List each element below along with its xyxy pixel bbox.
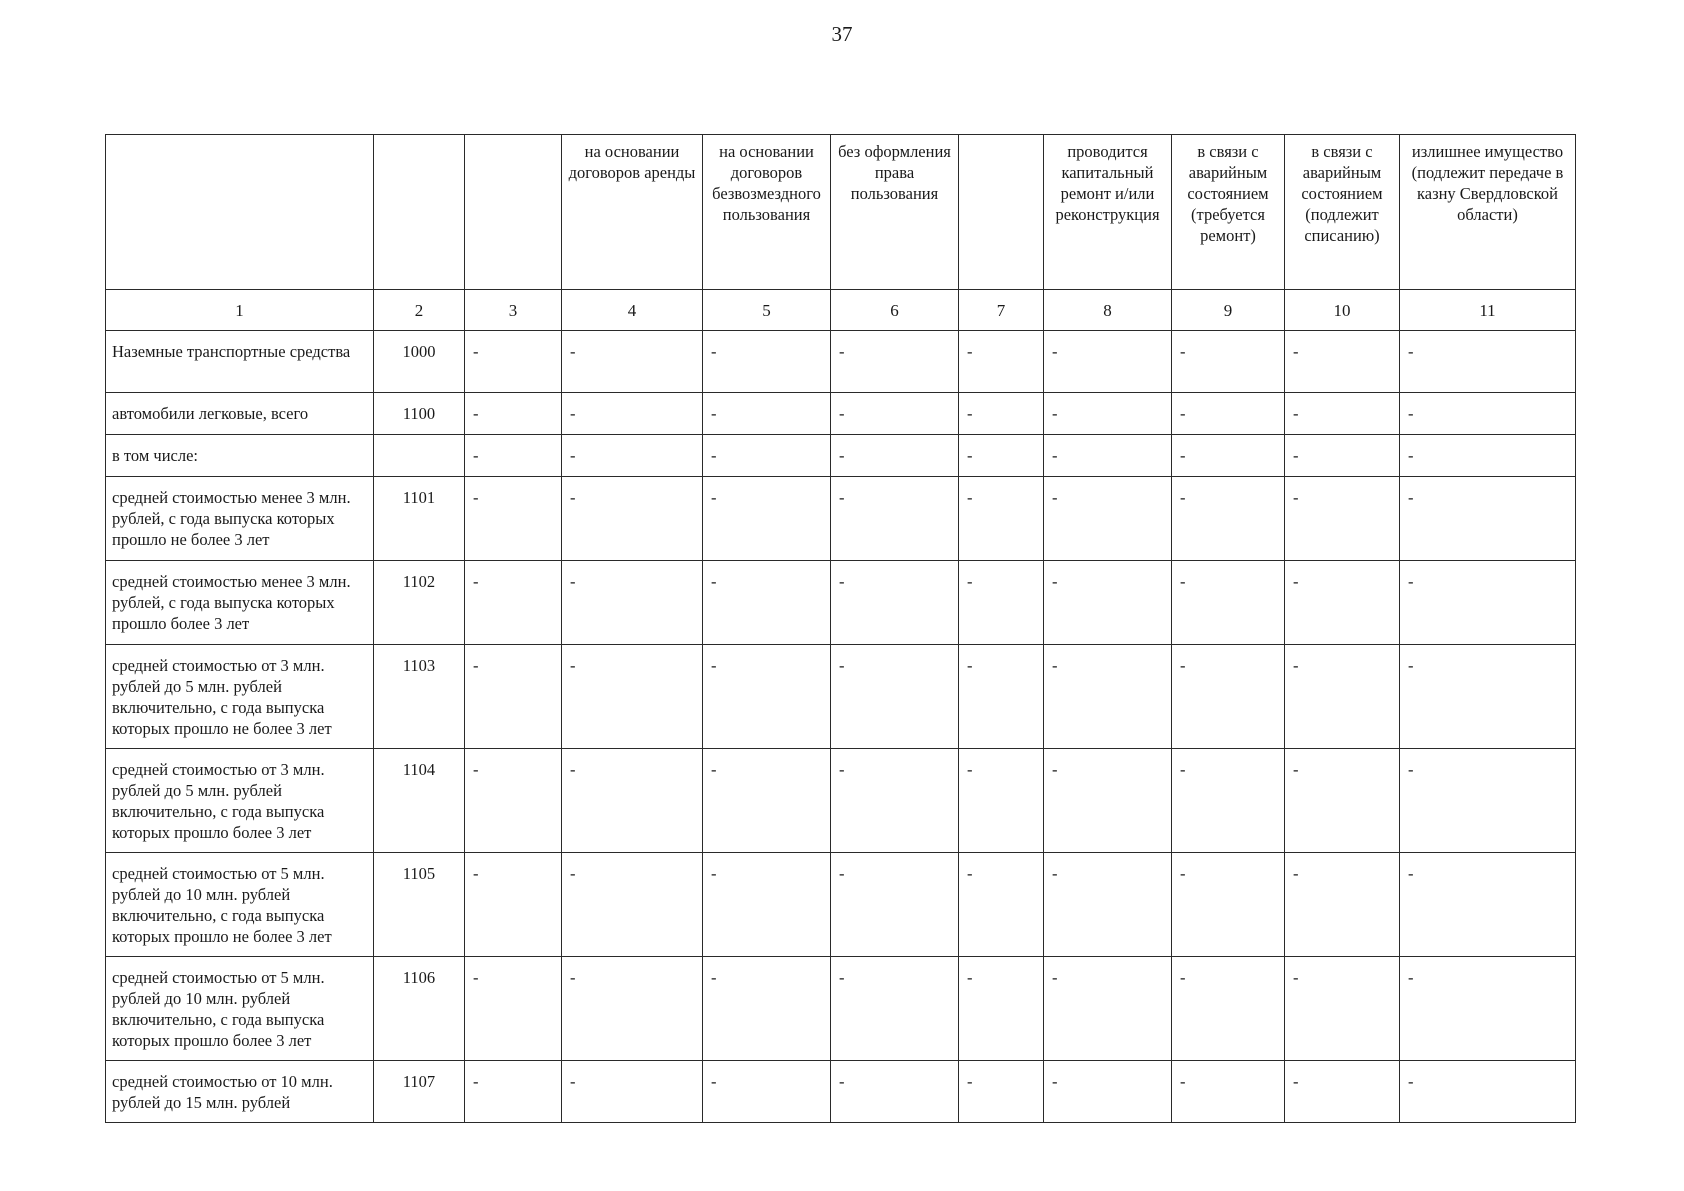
column-number: 7 xyxy=(959,290,1044,331)
column-number: 5 xyxy=(703,290,831,331)
table-row xyxy=(106,645,1576,749)
row-code: 1107 xyxy=(374,1061,465,1123)
cell-value: - xyxy=(703,331,831,393)
cell-value: - xyxy=(1400,957,1576,1061)
column-number: 9 xyxy=(1172,290,1285,331)
table-row xyxy=(106,331,1576,393)
cell-value: - xyxy=(703,645,831,749)
cell-value: - xyxy=(465,749,562,853)
column-number: 1 xyxy=(106,290,374,331)
column-number: 10 xyxy=(1285,290,1400,331)
row-name: средней стоимостью от 3 млн. рублей до 5 млн. рублей включительно, с года выпуска которых прошло не более 3 лет xyxy=(106,645,374,749)
row-name: автомобили легковые, всего xyxy=(106,393,374,435)
table-row xyxy=(106,477,1576,561)
cell-value: - xyxy=(959,435,1044,477)
table-row xyxy=(106,749,1576,853)
cell-value: - xyxy=(1172,477,1285,561)
cell-value: - xyxy=(1044,561,1172,645)
cell-value: - xyxy=(1285,645,1400,749)
cell-value: - xyxy=(831,957,959,1061)
header-cell-5: на основании договоров безвозмездного пользования xyxy=(703,135,831,290)
column-number-row xyxy=(106,290,1576,331)
cell-value: - xyxy=(1172,1061,1285,1123)
table-row xyxy=(106,853,1576,957)
cell-value: - xyxy=(1044,853,1172,957)
row-name: средней стоимостью от 5 млн. рублей до 10 млн. рублей включительно, с года выпуска которых прошло более 3 лет xyxy=(106,957,374,1061)
header-cell-11: излишнее имущество (подлежит передаче в казну Свердловской области) xyxy=(1400,135,1576,290)
cell-value: - xyxy=(562,749,703,853)
header-row xyxy=(106,135,1576,290)
cell-value: - xyxy=(1172,331,1285,393)
row-name: в том числе: xyxy=(106,435,374,477)
column-number: 4 xyxy=(562,290,703,331)
cell-value: - xyxy=(959,645,1044,749)
cell-value: - xyxy=(1044,477,1172,561)
cell-value: - xyxy=(562,393,703,435)
cell-value: - xyxy=(1172,561,1285,645)
cell-value: - xyxy=(465,331,562,393)
row-code: 1106 xyxy=(374,957,465,1061)
cell-value: - xyxy=(1285,561,1400,645)
cell-value: - xyxy=(465,1061,562,1123)
cell-value: - xyxy=(959,331,1044,393)
property-table xyxy=(105,134,1576,1123)
header-cell-3 xyxy=(465,135,562,290)
cell-value: - xyxy=(562,561,703,645)
column-number: 6 xyxy=(831,290,959,331)
cell-value: - xyxy=(703,853,831,957)
cell-value: - xyxy=(1285,393,1400,435)
cell-value: - xyxy=(703,1061,831,1123)
row-name: средней стоимостью от 5 млн. рублей до 10 млн. рублей включительно, с года выпуска которых прошло не более 3 лет xyxy=(106,853,374,957)
row-name: средней стоимостью от 10 млн. рублей до 15 млн. рублей xyxy=(106,1061,374,1123)
cell-value: - xyxy=(1044,331,1172,393)
cell-value: - xyxy=(1172,645,1285,749)
cell-value: - xyxy=(959,477,1044,561)
row-name: средней стоимостью менее 3 млн. рублей, с года выпуска которых прошло более 3 лет xyxy=(106,561,374,645)
cell-value: - xyxy=(1400,1061,1576,1123)
cell-value: - xyxy=(1400,393,1576,435)
cell-value: - xyxy=(703,749,831,853)
cell-value: - xyxy=(465,561,562,645)
cell-value: - xyxy=(562,645,703,749)
cell-value: - xyxy=(831,645,959,749)
cell-value: - xyxy=(703,477,831,561)
cell-value: - xyxy=(1400,435,1576,477)
page-number: 37 xyxy=(831,22,853,46)
cell-value: - xyxy=(1400,477,1576,561)
cell-value: - xyxy=(562,435,703,477)
table-row xyxy=(106,393,1576,435)
cell-value: - xyxy=(959,1061,1044,1123)
row-name: Наземные транспортные средства xyxy=(106,331,374,393)
cell-value: - xyxy=(465,435,562,477)
header-cell-9: в связи с аварийным состоянием (требуется ремонт) xyxy=(1172,135,1285,290)
cell-value: - xyxy=(1172,749,1285,853)
cell-value: - xyxy=(1285,477,1400,561)
cell-value: - xyxy=(959,561,1044,645)
cell-value: - xyxy=(959,957,1044,1061)
row-code: 1100 xyxy=(374,393,465,435)
column-number: 2 xyxy=(374,290,465,331)
cell-value: - xyxy=(1285,853,1400,957)
cell-value: - xyxy=(465,477,562,561)
cell-value: - xyxy=(1172,393,1285,435)
cell-value: - xyxy=(465,957,562,1061)
cell-value: - xyxy=(959,853,1044,957)
table-row xyxy=(106,435,1576,477)
row-name: средней стоимостью от 3 млн. рублей до 5 млн. рублей включительно, с года выпуска которых прошло более 3 лет xyxy=(106,749,374,853)
header-cell-8: проводится капитальный ремонт и/или реконструкция xyxy=(1044,135,1172,290)
header-cell-2 xyxy=(374,135,465,290)
cell-value: - xyxy=(1172,435,1285,477)
row-code: 1104 xyxy=(374,749,465,853)
cell-value: - xyxy=(1400,561,1576,645)
cell-value: - xyxy=(1044,1061,1172,1123)
cell-value: - xyxy=(1044,435,1172,477)
row-name: средней стоимостью менее 3 млн. рублей, с года выпуска которых прошло не более 3 лет xyxy=(106,477,374,561)
cell-value: - xyxy=(831,435,959,477)
cell-value: - xyxy=(959,749,1044,853)
cell-value: - xyxy=(1400,749,1576,853)
cell-value: - xyxy=(1285,435,1400,477)
header-cell-10: в связи с аварийным состоянием (подлежит списанию) xyxy=(1285,135,1400,290)
cell-value: - xyxy=(465,645,562,749)
header-cell-4: на основании договоров аренды xyxy=(562,135,703,290)
cell-value: - xyxy=(1285,957,1400,1061)
cell-value: - xyxy=(1172,957,1285,1061)
cell-value: - xyxy=(562,957,703,1061)
cell-value: - xyxy=(1400,853,1576,957)
row-code: 1105 xyxy=(374,853,465,957)
cell-value: - xyxy=(1400,645,1576,749)
header-cell-7 xyxy=(959,135,1044,290)
row-code: 1103 xyxy=(374,645,465,749)
column-number: 11 xyxy=(1400,290,1576,331)
cell-value: - xyxy=(959,393,1044,435)
cell-value: - xyxy=(831,853,959,957)
table-row xyxy=(106,957,1576,1061)
cell-value: - xyxy=(1285,749,1400,853)
cell-value: - xyxy=(562,477,703,561)
cell-value: - xyxy=(703,393,831,435)
cell-value: - xyxy=(703,435,831,477)
row-code xyxy=(374,435,465,477)
cell-value: - xyxy=(1044,645,1172,749)
cell-value: - xyxy=(1285,331,1400,393)
header-cell-1 xyxy=(106,135,374,290)
cell-value: - xyxy=(1400,331,1576,393)
column-number: 8 xyxy=(1044,290,1172,331)
column-number: 3 xyxy=(465,290,562,331)
cell-value: - xyxy=(831,561,959,645)
header-cell-6: без оформления права пользования xyxy=(831,135,959,290)
cell-value: - xyxy=(465,393,562,435)
cell-value: - xyxy=(703,957,831,1061)
cell-value: - xyxy=(1044,957,1172,1061)
cell-value: - xyxy=(831,749,959,853)
row-code: 1101 xyxy=(374,477,465,561)
table-row xyxy=(106,561,1576,645)
cell-value: - xyxy=(1285,1061,1400,1123)
row-code: 1000 xyxy=(374,331,465,393)
cell-value: - xyxy=(1172,853,1285,957)
cell-value: - xyxy=(831,477,959,561)
table-row xyxy=(106,1061,1576,1123)
cell-value: - xyxy=(831,331,959,393)
table-body xyxy=(106,135,1576,1123)
cell-value: - xyxy=(562,1061,703,1123)
cell-value: - xyxy=(562,331,703,393)
cell-value: - xyxy=(831,1061,959,1123)
cell-value: - xyxy=(465,853,562,957)
cell-value: - xyxy=(1044,393,1172,435)
cell-value: - xyxy=(1044,749,1172,853)
row-code: 1102 xyxy=(374,561,465,645)
cell-value: - xyxy=(703,561,831,645)
cell-value: - xyxy=(831,393,959,435)
cell-value: - xyxy=(562,853,703,957)
